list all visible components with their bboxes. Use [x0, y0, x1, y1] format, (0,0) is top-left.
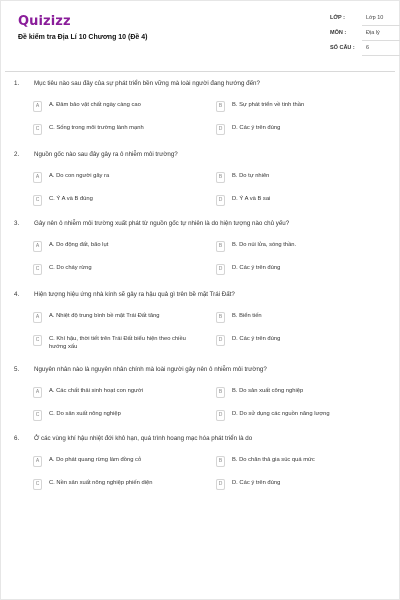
option-letter-badge: B	[216, 456, 225, 467]
option-letter-badge: B	[216, 101, 225, 112]
meta-count-underline	[362, 55, 400, 56]
question-text: Nguồn gốc nào sau đây gây ra ô nhiễm môi trường?	[34, 151, 178, 158]
option-text: B. Do núi lửa, sóng thần.	[232, 242, 297, 248]
option-letter-badge: D	[216, 479, 225, 490]
option-letter-badge: B	[216, 241, 225, 252]
option-letter-badge: D	[216, 264, 225, 275]
option-text: A. Do động đất, bão lụt	[49, 242, 109, 248]
option-letter-badge: A	[33, 312, 42, 323]
quizizz-logo: Quizizz	[18, 14, 71, 29]
option-text: B. Sự phát triển về tinh thần	[232, 102, 305, 108]
option-text: A. Đảm bảo vật chất ngày càng cao	[49, 102, 141, 108]
option-letter-badge: B	[216, 172, 225, 183]
meta-class-underline	[362, 25, 400, 26]
option-text: B. Do tự nhiên	[232, 173, 270, 179]
option-letter-badge: D	[216, 335, 225, 346]
option-text: B. Do chăn thả gia súc quá mức	[232, 457, 315, 463]
question-text: Nguyên nhân nào là nguyên nhân chính mà loài người gây nên ô nhiễm môi trường?	[34, 366, 267, 373]
option-text: C. Do sản xuất nông nghiệp	[49, 411, 121, 417]
option-letter-badge: D	[216, 124, 225, 135]
meta-class-value: Lớp 10	[366, 15, 384, 21]
option-letter-badge: A	[33, 241, 42, 252]
header-divider	[5, 71, 395, 72]
worksheet-title: Đề kiểm tra Địa Lí 10 Chương 10 (Đề 4)	[18, 34, 148, 41]
option-letter-badge: C	[33, 195, 42, 206]
question-text: Ở các vùng khí hậu nhiệt đới khô hạn, quá trình hoang mạc hóa phát triển là do	[34, 435, 253, 442]
option-letter-badge: A	[33, 172, 42, 183]
option-text: C. Sống trong môi trường lành mạnh	[49, 125, 144, 131]
question-text: Hiện tượng hiệu ứng nhà kính sẽ gây ra hậu quả gì trên bề mặt Trái Đất?	[34, 291, 235, 298]
option-letter-badge: A	[33, 101, 42, 112]
option-text: A. Do phát quang rừng làm đồng cỏ	[49, 457, 142, 463]
option-text: C. Khí hậu, thời tiết trên Trái Đất biểu hiện theo chiều hướng xấu	[49, 336, 186, 350]
question-number: 2.	[14, 151, 20, 158]
option-letter-badge: A	[33, 456, 42, 467]
option-letter-badge: D	[216, 195, 225, 206]
option-text: D. Do sử dụng các nguồn năng lượng	[232, 411, 330, 417]
option-text: D. Các ý trên đúng	[232, 265, 281, 271]
option-text: A. Các chất thải sinh hoạt con người	[49, 388, 144, 394]
option-text: C. Nền sản xuất nông nghiệp phiến diện	[49, 480, 153, 486]
question-number: 6.	[14, 435, 20, 442]
option-text: D. Các ý trên đúng	[232, 480, 281, 486]
meta-class-label: LỚP :	[330, 15, 345, 21]
option-text: D. Các ý trên đúng	[232, 336, 281, 342]
option-letter-badge: A	[33, 387, 42, 398]
question-text: Gây nên ô nhiễm môi trường xuất phát từ nguồn gốc tự nhiên là do hiện tượng nào chủ yếu?	[34, 220, 290, 227]
option-text: B. Do sản xuất công nghiệp	[232, 388, 304, 394]
option-text: C. Ý A và B đúng	[49, 196, 93, 202]
option-letter-badge: B	[216, 312, 225, 323]
meta-subject-value: Địa lý	[366, 30, 380, 36]
option-letter-badge: C	[33, 410, 42, 421]
option-text: A. Nhiệt độ trung bình bề mặt Trái Đất tăng	[49, 313, 160, 319]
option-text: A. Do con người gây ra	[49, 173, 110, 179]
meta-count-value: 6	[366, 45, 370, 51]
option-letter-badge: C	[33, 335, 42, 346]
meta-count-label: SỐ CÂU :	[330, 45, 355, 51]
option-letter-badge: D	[216, 410, 225, 421]
option-letter-badge: C	[33, 479, 42, 490]
option-text: C. Do cháy rừng	[49, 265, 92, 271]
option-text: D. Các ý trên đúng	[232, 125, 281, 131]
option-letter-badge: C	[33, 124, 42, 135]
question-number: 3.	[14, 220, 20, 227]
meta-subject-label: MÔN :	[330, 30, 347, 36]
question-text: Mục tiêu nào sau đây của sự phát triển bền vững mà loài người đang hướng đến?	[34, 80, 260, 87]
option-letter-badge: B	[216, 387, 225, 398]
question-number: 5.	[14, 366, 20, 373]
option-text: D. Ý A và B sai	[232, 196, 271, 202]
question-number: 1.	[14, 80, 20, 87]
option-letter-badge: C	[33, 264, 42, 275]
question-number: 4.	[14, 291, 20, 298]
meta-subject-underline	[362, 40, 400, 41]
option-text: B. Biển tiến	[232, 313, 262, 319]
